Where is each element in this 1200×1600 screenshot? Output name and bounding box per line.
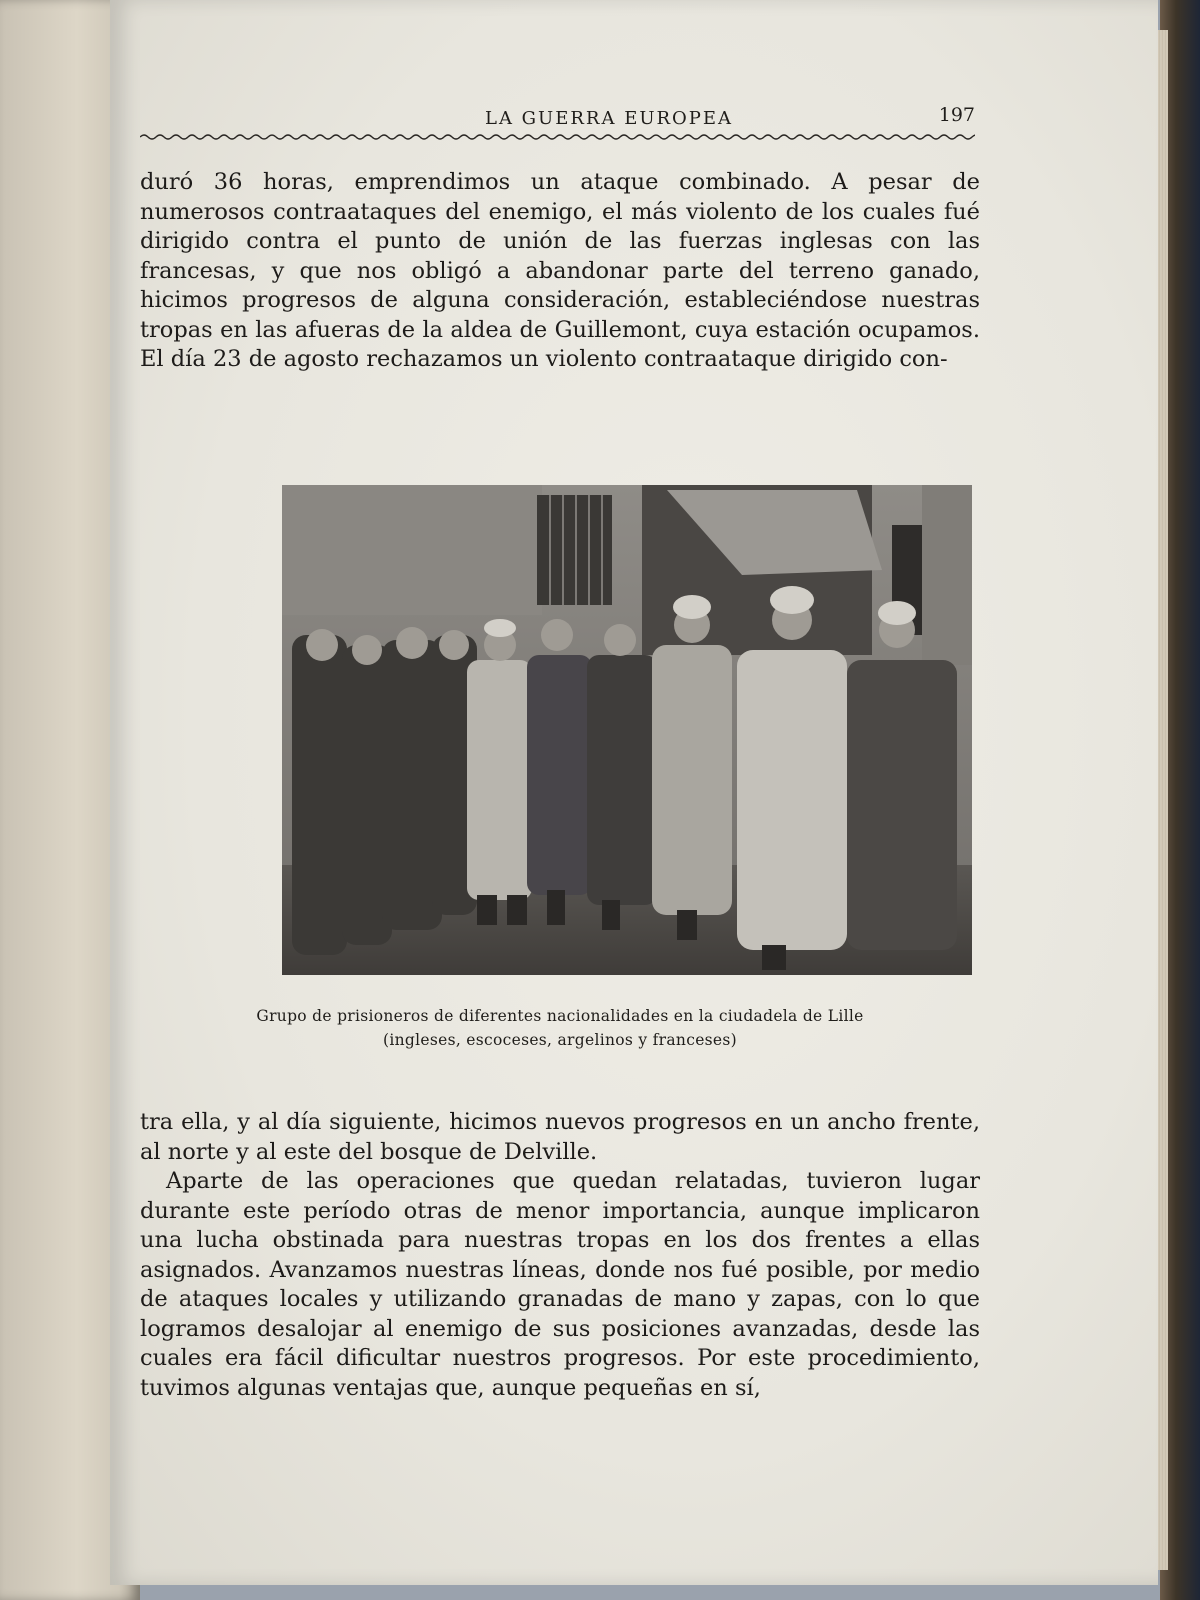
page-header	[140, 104, 975, 144]
body-text-top	[140, 168, 980, 375]
caption-line-1: Grupo de prisioneros de diferentes nacionalidades en la ciudadela de Lille	[256, 1007, 864, 1025]
photograph-prisoners	[282, 485, 972, 975]
paragraph: tra ella, y al día siguiente, hicimos nuevos progresos en un ancho frente, al norte y al este del bosque de Delville.	[140, 1109, 980, 1165]
body-text-bottom	[140, 1108, 980, 1403]
figure-caption	[140, 1004, 980, 1052]
wavy-rule	[140, 132, 975, 142]
page-number: 197	[938, 104, 975, 126]
photograph-image	[282, 485, 972, 975]
paragraph: duró 36 horas, emprendimos un ataque combinado. A pesar de numerosos contraataques del enemigo, el más violento de los cuales fué dirigido contra el punto de unión de las fuerzas inglesas con las francesas, y que nos obligó a abandonar parte del terreno ganado, hicimos progresos de alguna consideración, estableciéndose nuestras tropas en las afueras de la aldea de Guillemont, cuya estación ocupamos. El día 23 de agosto rechazamos un violento contraataque dirigido con-	[140, 169, 980, 372]
running-title: LA GUERRA EUROPEA	[485, 108, 734, 129]
caption-line-2: (ingleses, escoceses, argelinos y franceses)	[383, 1031, 737, 1049]
paragraph: Aparte de las operaciones que quedan relatadas, tuvieron lugar durante este período otras de menor importancia, aunque implicaron una lucha obstinada para nuestras tropas en los dos frentes a ellas asignados. Avanzamos nuestras líneas, donde nos fué posible, por medio de ataques locales y utilizando granadas de mano y zapas, con lo que logramos desalojar al enemigo de sus posiciones avanzadas, desde las cuales era fácil dificultar nuestros progresos. Por este procedimiento, tuvimos algunas ventajas que, aunque pequeñas en sí,	[140, 1168, 980, 1401]
